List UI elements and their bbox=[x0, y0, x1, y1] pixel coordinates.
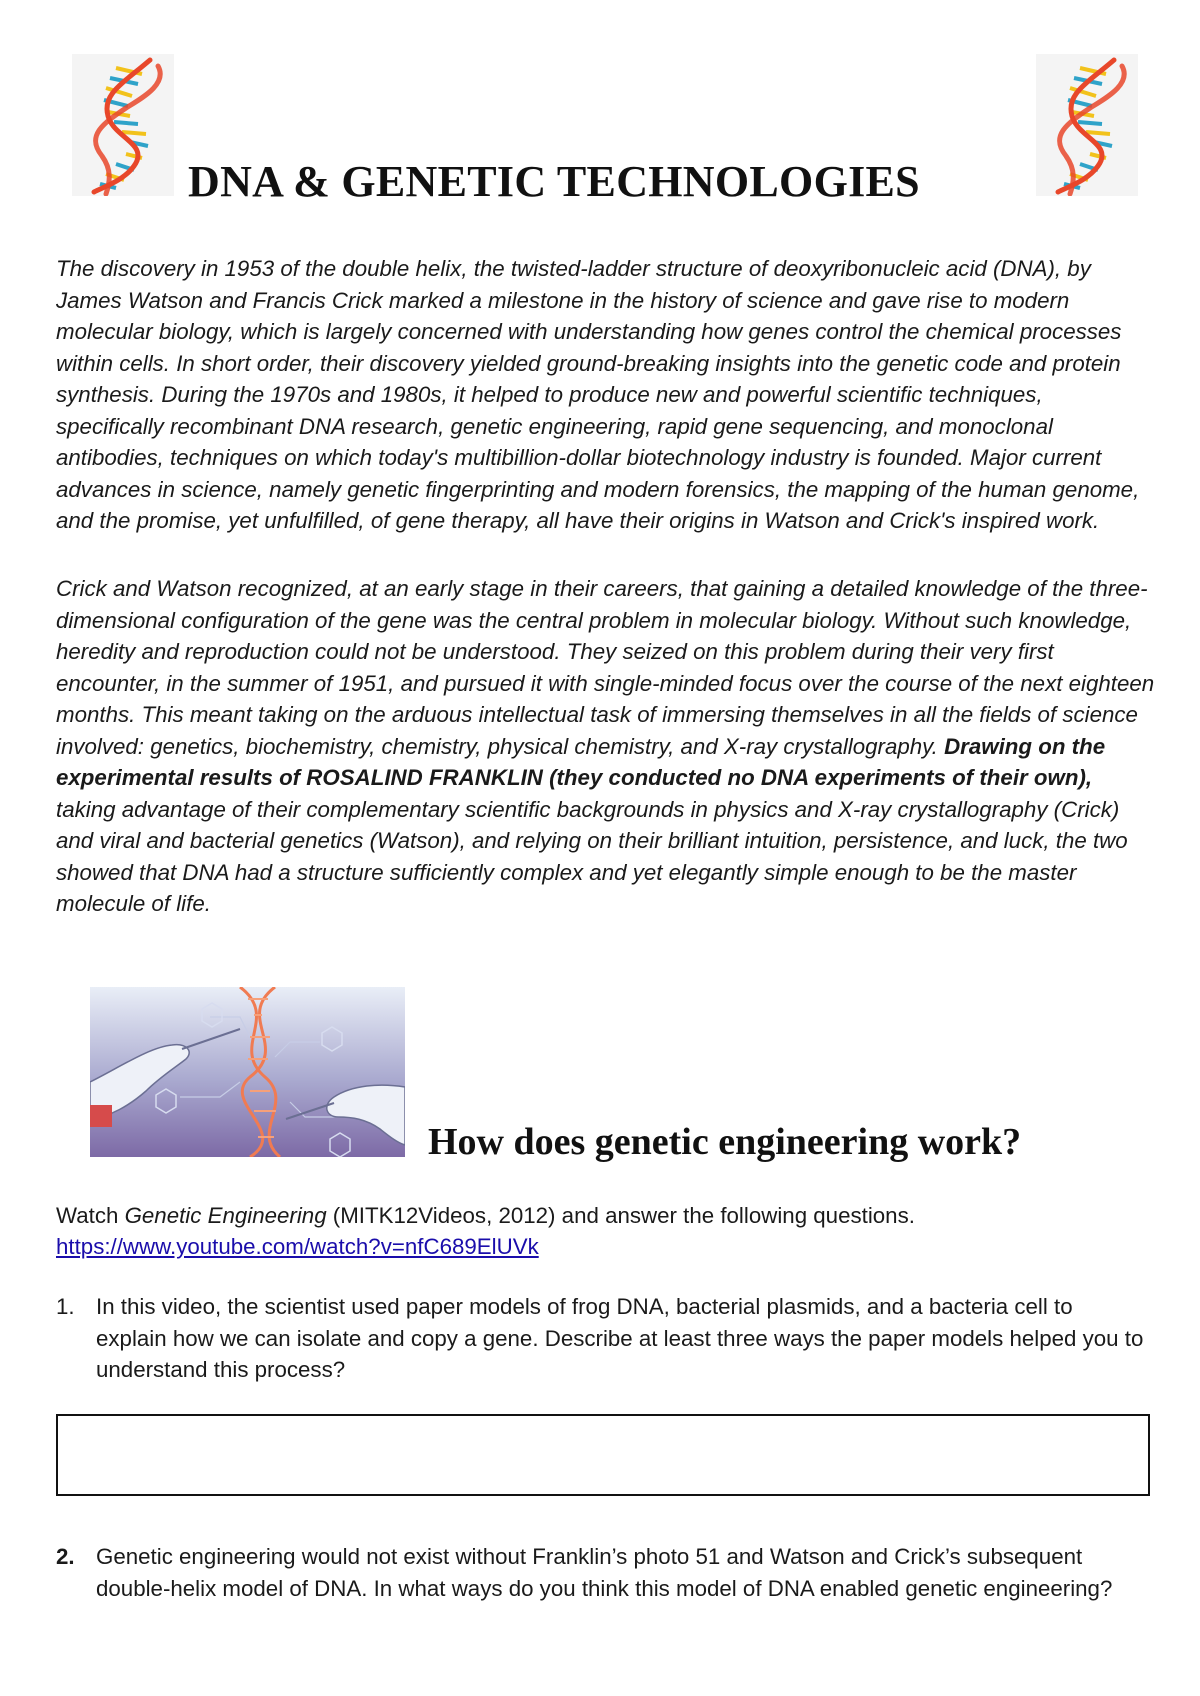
video-title: Genetic Engineering bbox=[124, 1203, 327, 1228]
watch-instructions bbox=[56, 1200, 1156, 1262]
question-text: In this video, the scientist used paper models of frog DNA, bacterial plasmids, and a bacteria cell to explain how we can isolate and copy a gene. Describe at least three ways the paper models helped you to understand this process? bbox=[96, 1294, 1144, 1382]
helix-rung bbox=[1086, 132, 1110, 134]
genetic-engineering-illustration bbox=[90, 987, 405, 1157]
helix-rung bbox=[1078, 122, 1102, 124]
intro-paragraph-2-text-end: taking advantage of their complementary scientific backgrounds in physics and X-ray crystallography (Crick) and viral and bacterial genetics (Watson), and relying on their brilliant intuition, persistence, and luck, the two showed that DNA had a structure sufficiently complex and yet elegantly simple enough to be the master molecule of life. bbox=[56, 796, 1128, 916]
question-item bbox=[56, 1291, 1146, 1386]
question-text: Genetic engineering would not exist without Franklin’s photo 51 and Watson and Crick’s subsequent double-helix model of DNA. In what ways do you think this model of DNA enabled genetic engineering? bbox=[96, 1544, 1113, 1601]
section-heading: How does genetic engineering work? bbox=[428, 1121, 1022, 1163]
helix-rung bbox=[122, 132, 146, 134]
question-item bbox=[56, 1541, 1146, 1604]
question-number: 1. bbox=[56, 1294, 75, 1319]
franklin-emphasis: Drawing on the experimental results of ROSALIND FRANKLIN (they conducted no DNA experiments of their own), bbox=[56, 733, 1106, 790]
video-link[interactable]: https://www.youtube.com/watch?v=nfC689ElUVk bbox=[56, 1234, 539, 1259]
intro-paragraph-2-text: Crick and Watson recognized, at an early stage in their careers, that gaining a detailed knowledge of the three-dimensional configuration of the gene was the central problem in molecular biology. Without such knowledge, heredity and reproduction could not be understood. They seized on this problem during their very first encounter, in the summer of 1951, and pursued it with single-minded focus over the course of the next eighteen months. This meant taking on the arduous intellectual task of immersing themselves in all the fields of science involved: genetics, biochemistry, chemistry, physical chemistry, and X-ray crystallography. bbox=[56, 576, 1155, 759]
intro-paragraph-1: The discovery in 1953 of the double helix, the twisted-ladder structure of deoxyribonucleic acid (DNA), by James Watson and Francis Crick marked a milestone in the history of science and gave rise to modern molecular biology, which is largely concerned with understanding how genes control the chemical processes within cells. In short order, their discovery yielded ground-breaking insights into the genetic code and protein synthesis. During the 1970s and 1980s, it helped to produce new and powerful scientific techniques, specifically recombinant DNA research, genetic engineering, rapid gene sequencing, and monoclonal antibodies, techniques on which today's multibillion-dollar biotechnology industry is founded. Major current advances in science, namely genetic fingerprinting and modern forensics, the mapping of the human genome, and the promise, yet unfulfilled, of gene therapy, all have their origins in Watson and Crick's inspired work. bbox=[56, 256, 1140, 533]
intro-paragraph-2 bbox=[56, 573, 1156, 920]
watch-suffix: (MITK12Videos, 2012) and answer the following questions. bbox=[326, 1203, 915, 1228]
helix-rung bbox=[114, 122, 138, 124]
dna-helix-icon bbox=[72, 54, 174, 196]
page-title: DNA & GENETIC TECHNOLOGIES bbox=[188, 157, 920, 206]
dna-helix-icon bbox=[1036, 54, 1138, 196]
watch-prefix: Watch bbox=[56, 1203, 125, 1228]
answer-box[interactable] bbox=[56, 1414, 1150, 1496]
question-number: 2. bbox=[56, 1544, 75, 1569]
